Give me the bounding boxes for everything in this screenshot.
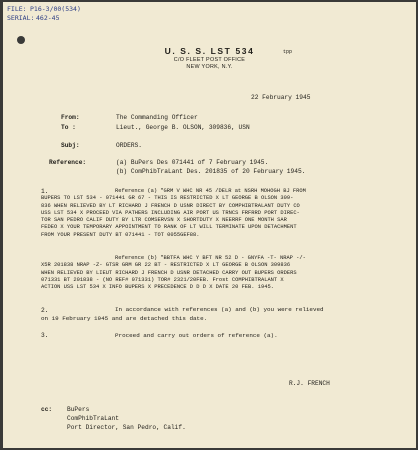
reference-b: (b) ComPhibTraLant Des. 201835 of 20 February 1945. [116, 168, 306, 175]
city-line: NEW YORK, N.Y. [186, 64, 233, 70]
paragraph-line: FEDEO X YOUR TEMPORARY APPOINTMENT TO RANK OF LT WILL TERMINATE UPON DETACHMENT [41, 224, 297, 231]
file-number: P16-3/00(534) [30, 5, 81, 13]
cc-recipient: Port Director, San Pedro, Calif. [67, 424, 186, 431]
signature-name: R.J. FRENCH [289, 380, 330, 387]
paragraph-3-number: 3. [41, 332, 49, 339]
reference-code: tpp [283, 49, 293, 55]
paragraph-3: Proceed and carry out orders of reference (a). [115, 332, 278, 339]
to-label: To : [61, 124, 76, 131]
subject-value: ORDERS. [116, 142, 142, 149]
letter-date: 22 February 1945 [251, 94, 311, 101]
paragraph-line: 071331 BT 201838 - (NO REF# 071331) TOR# 2321/20FEB. Frost COMPHIBTRALANT X [41, 276, 284, 283]
paragraph-line: WHEN RELIEVED BY LIEUT RICHARD J FRENCH D USNR DETACHED CARRY OUT BUPERS ORDERS [41, 269, 297, 276]
file-label: FILE: [7, 5, 27, 13]
paragraph-line: 836 WHEN RELIEVED BY LT RICHARD J FRENCH D USNR DIRECT BY COMPHIBTRALANT DUTY CO [41, 202, 300, 209]
serial-number: 462-45 [36, 14, 60, 22]
paragraph-line: USS LST 534 X PROCEED VIA PATHERS INCLUDING AIR PORT US TRNCS FRFRRD PORT DIREC- [41, 209, 300, 216]
post-office-line: C/O FLEET POST OFFICE [173, 57, 246, 63]
paragraph-1 [41, 188, 306, 239]
cc-label: cc: [41, 406, 53, 413]
paragraph-2-number: 2. [41, 307, 49, 314]
paragraph-line: Reference (a) "GRM V WHC NR 45 /DELR at NSRH MOHOGH BJ FROM [115, 188, 306, 194]
paragraph-1-number: 1. [41, 188, 49, 195]
paragraph-2 [41, 306, 324, 323]
paragraph-line: ACTION USS LST 534 X INFO BUPERS X PRECEDENCE D D D X DATE 20 FEB. 1945. [41, 284, 274, 291]
paragraph-line: X5R 201838 NRAP -Z- GTSR GRM GR 22 BT - RESTRICTED X LT GEORGE B OLSON 309836 [41, 262, 291, 269]
reference-label: Reference: [49, 159, 87, 166]
document-page [3, 2, 416, 448]
reference-a: (a) BuPers Des 071441 of 7 February 1945. [116, 159, 269, 166]
subject-label: Subj: [61, 142, 80, 149]
paragraph-line: Reference (b) "BBTFA WHC Y BFT NR 52 D - GNYFA -T- NRAP -/- [115, 255, 306, 261]
ship-name: U. S. S. LST 534 [164, 46, 255, 56]
paragraph-line: In accordance with references (a) and (b) you were relieved [115, 306, 324, 313]
from-label: From: [61, 114, 80, 121]
from-value: The Commanding Officer [116, 114, 198, 121]
paragraph-line: FROM YOUR PRESENT DUTY BT 071441 - TOT 0055GEF88. [41, 231, 200, 238]
paragraph-line: on 19 February 1945 and are detached this date. [41, 314, 208, 322]
paragraph-1-reference-b [41, 255, 306, 291]
punch-hole [17, 36, 25, 44]
paragraph-line: BUPERS TO LST 534 - 071441 GR 67 - THIS IS RESTRICTED X LT GEORGE B OLSON 309- [41, 195, 294, 202]
paragraph-line: TOR SAN PEDRO CALIF DUTY BY LTR COMSERVSN X SHORTDUTY X NEERRF ONE MONTH SAR [41, 217, 287, 224]
serial-label: SERIAL: [7, 14, 35, 22]
cc-recipient: ComPhibTraLant [67, 415, 119, 422]
cc-recipient: BuPers [67, 406, 90, 413]
to-value: Lieut., George B. OLSON, 309836, USN [116, 124, 250, 131]
